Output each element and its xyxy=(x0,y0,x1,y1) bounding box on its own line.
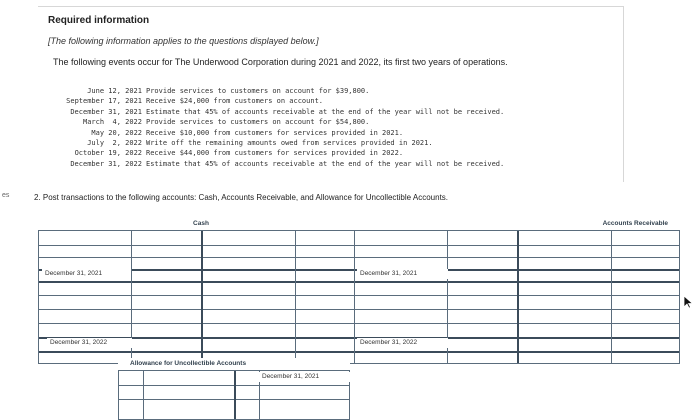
debit-cell[interactable] xyxy=(132,258,200,269)
debit-cell[interactable] xyxy=(39,282,131,295)
question-text: 2. Post transactions to the following accounts: Cash, Accounts Receivable, and Allowance for Uncollectible Accounts. xyxy=(34,193,449,202)
debit-cell[interactable] xyxy=(448,324,516,337)
debit-cell[interactable] xyxy=(144,386,232,399)
credit-cell[interactable] xyxy=(296,246,362,257)
debit-cell[interactable] xyxy=(355,282,447,295)
accounts-receivable-t-account-title: Accounts Receivable xyxy=(354,218,680,230)
debit-cell[interactable] xyxy=(355,310,447,323)
side-tab[interactable]: es xyxy=(2,192,10,199)
allowance-t-account-title: Allowance for Uncollectible Accounts xyxy=(118,358,350,370)
event-date: December 31, 2022 xyxy=(70,159,142,168)
event-date: December 31, 2021 xyxy=(70,107,142,116)
credit-cell[interactable] xyxy=(612,282,678,295)
event-text: Receive $10,000 from customers for services provided in 2021. xyxy=(146,128,404,137)
debit-cell[interactable] xyxy=(144,372,232,385)
event-row xyxy=(60,117,580,127)
event-date: July 2, 2022 xyxy=(87,139,142,148)
cash-t-account-title: Cash xyxy=(38,218,364,230)
events-intro: The following events occur for The Underwood Corporation during 2021 and 2022, its first two years of operations. xyxy=(53,57,508,67)
accounts-receivable-t-account-grid xyxy=(354,230,680,364)
credit-cell[interactable] xyxy=(519,296,611,309)
event-row xyxy=(60,128,580,138)
event-date: June 12, 2021 xyxy=(87,87,142,95)
event-text: Estimate that 45% of accounts receivable at the end of the year will not be received. xyxy=(146,107,505,116)
debit-cell[interactable] xyxy=(355,324,447,337)
debit-cell[interactable] xyxy=(39,296,131,309)
event-row xyxy=(60,107,580,117)
debit-cell[interactable] xyxy=(119,372,141,385)
credit-cell[interactable] xyxy=(519,310,611,323)
debit-cell[interactable] xyxy=(448,310,516,323)
accounts-receivable-t-account xyxy=(354,218,680,362)
debit-cell[interactable] xyxy=(132,282,200,295)
event-text: Receive $24,000 from customers on account. xyxy=(146,97,324,106)
balance-label-2022: December 31, 2022 xyxy=(357,338,448,348)
credit-cell[interactable] xyxy=(612,324,678,337)
credit-cell[interactable] xyxy=(296,258,362,269)
required-info-note: [The following information applies to the questions displayed below.] xyxy=(48,36,319,46)
credit-cell[interactable] xyxy=(612,232,678,245)
debit-cell[interactable] xyxy=(448,232,516,245)
event-text: Write off the remaining amounts owed from services provided in 2021. xyxy=(146,139,433,148)
credit-cell[interactable] xyxy=(296,324,362,337)
credit-cell[interactable] xyxy=(519,232,611,245)
credit-cell[interactable] xyxy=(203,310,295,323)
debit-cell[interactable] xyxy=(355,246,447,257)
credit-cell[interactable] xyxy=(296,296,362,309)
event-date: May 20, 2022 xyxy=(91,128,142,137)
credit-cell[interactable] xyxy=(203,246,295,257)
events-list xyxy=(60,86,580,169)
credit-cell[interactable] xyxy=(296,282,362,295)
credit-cell[interactable] xyxy=(296,310,362,323)
credit-cell[interactable] xyxy=(519,324,611,337)
credit-cell[interactable] xyxy=(203,258,295,269)
credit-cell[interactable] xyxy=(203,324,295,337)
credit-cell[interactable] xyxy=(612,258,678,269)
credit-cell[interactable] xyxy=(612,310,678,323)
event-row xyxy=(60,86,580,96)
event-text: Provide services to customers on account for $39,800. xyxy=(146,87,370,95)
mouse-cursor-icon xyxy=(683,295,693,309)
event-row xyxy=(60,148,580,158)
debit-cell[interactable] xyxy=(132,310,200,323)
debit-cell[interactable] xyxy=(39,324,131,337)
debit-cell[interactable] xyxy=(448,258,516,269)
event-text: Receive $44,000 from customers for services provided in 2022. xyxy=(146,149,404,158)
allowance-t-account-grid xyxy=(118,370,350,420)
debit-cell[interactable] xyxy=(132,324,200,337)
debit-cell[interactable] xyxy=(132,296,200,309)
credit-cell[interactable] xyxy=(203,296,295,309)
balance-label-2021: December 31, 2021 xyxy=(259,372,350,382)
allowance-t-account xyxy=(118,358,350,410)
credit-cell[interactable] xyxy=(203,232,295,245)
debit-cell[interactable] xyxy=(448,246,516,257)
debit-cell[interactable] xyxy=(39,246,131,257)
event-row xyxy=(60,96,580,106)
credit-cell[interactable] xyxy=(519,258,611,269)
debit-cell[interactable] xyxy=(119,386,141,399)
event-date: September 17, 2021 xyxy=(66,97,142,106)
credit-cell[interactable] xyxy=(519,246,611,257)
event-date: March 4, 2022 xyxy=(82,118,142,127)
t-account-divider xyxy=(234,371,236,419)
debit-cell[interactable] xyxy=(355,232,447,245)
debit-cell[interactable] xyxy=(132,246,200,257)
event-row xyxy=(60,138,580,148)
credit-cell[interactable] xyxy=(260,386,348,399)
debit-cell[interactable] xyxy=(355,258,447,269)
credit-cell[interactable] xyxy=(203,282,295,295)
event-row xyxy=(60,159,580,169)
event-text: Estimate that 45% of accounts receivable at the end of the year will not be received. xyxy=(146,159,505,168)
cash-t-account-grid xyxy=(38,230,364,364)
credit-cell[interactable] xyxy=(612,246,678,257)
debit-cell[interactable] xyxy=(448,296,516,309)
balance-label-2022: December 31, 2022 xyxy=(47,338,132,348)
credit-cell[interactable] xyxy=(296,232,362,245)
debit-cell[interactable] xyxy=(132,232,200,245)
balance-label-2021: December 31, 2021 xyxy=(357,269,448,279)
required-info-heading: Required information xyxy=(48,15,150,26)
debit-cell[interactable] xyxy=(39,310,131,323)
cash-t-account xyxy=(38,218,364,362)
event-text: Provide services to customers on account for $54,800. xyxy=(146,118,370,127)
debit-cell[interactable] xyxy=(39,258,131,269)
debit-cell[interactable] xyxy=(355,296,447,309)
credit-cell[interactable] xyxy=(519,282,611,295)
debit-cell[interactable] xyxy=(448,282,516,295)
credit-cell[interactable] xyxy=(612,296,678,309)
balance-label-2021: December 31, 2021 xyxy=(42,269,131,279)
debit-cell[interactable] xyxy=(39,232,131,245)
event-date: October 19, 2022 xyxy=(74,149,142,158)
